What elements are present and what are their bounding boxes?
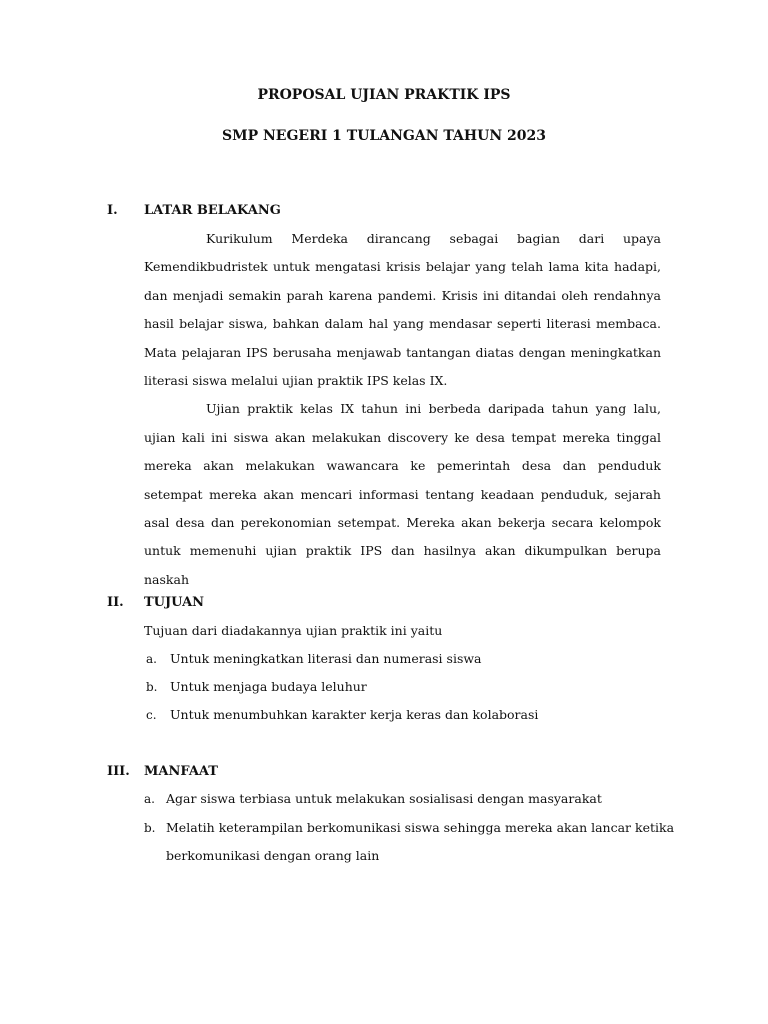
tujuan-item-c-marker: c. <box>146 708 157 722</box>
tujuan-item-a-marker: a. <box>146 652 157 666</box>
section-3-number: III. <box>107 764 130 779</box>
section-1-paragraph-2: Ujian praktik kelas IX tahun ini berbeda daripada tahun yang lalu, ujian kali ini siswa akan melakukan discovery ke desa tempat mereka tinggal mereka akan melakukan wawancara ke pemerintah desa dan penduduk setempat mereka akan mencari informasi tentang keadaan penduduk, sejarah asal desa dan perekonomian setempat. Mereka akan bekerja secara kelompok untuk memenuhi ujian praktik IPS dan hasilnya akan dikumpulkan berupa naskah <box>144 401 661 587</box>
manfaat-item-a-marker: a. <box>144 792 155 806</box>
manfaat-item-b: Melatih keterampilan berkomunikasi siswa sehingga mereka akan lancar ketika <box>166 820 675 835</box>
section-2-intro: Tujuan dari diadakannya ujian praktik ini yaitu <box>144 623 443 638</box>
section-1-title: LATAR BELAKANG <box>144 203 281 218</box>
section-1-body <box>144 225 661 594</box>
document-title: PROPOSAL UJIAN PRAKTIK IPS <box>257 87 511 103</box>
manfaat-item-b-marker: b. <box>144 821 156 835</box>
tujuan-item-b-marker: b. <box>146 680 158 694</box>
section-2-title: TUJUAN <box>144 595 205 610</box>
tujuan-item-b: Untuk menjaga budaya leluhur <box>170 679 367 694</box>
section-3-title: MANFAAT <box>144 764 218 779</box>
section-1-number: I. <box>107 203 118 218</box>
manfaat-item-b-continuation: berkomunikasi dengan orang lain <box>166 848 380 863</box>
section-2-number: II. <box>107 595 124 610</box>
tujuan-item-a: Untuk meningkatkan literasi dan numerasi siswa <box>170 651 482 666</box>
manfaat-item-a: Agar siswa terbiasa untuk melakukan sosialisasi dengan masyarakat <box>166 791 602 806</box>
tujuan-item-c: Untuk menumbuhkan karakter kerja keras dan kolaborasi <box>170 707 539 722</box>
section-1-paragraph-1: Kurikulum Merdeka dirancang sebagai bagian dari upaya Kemendikbudristek untuk mengatasi krisis belajar yang telah lama kita hadapi, dan menjadi semakin parah karena pandemi. Krisis ini ditandai oleh rendahnya hasil belajar siswa, bahkan dalam hal yang mendasar seperti literasi membaca. Mata pelajaran IPS berusaha menjawab tantangan diatas dengan meningkatkan literasi siswa melalui ujian praktik IPS kelas IX. <box>144 231 661 389</box>
document-subtitle: SMP NEGERI 1 TULANGAN TAHUN 2023 <box>222 128 546 144</box>
